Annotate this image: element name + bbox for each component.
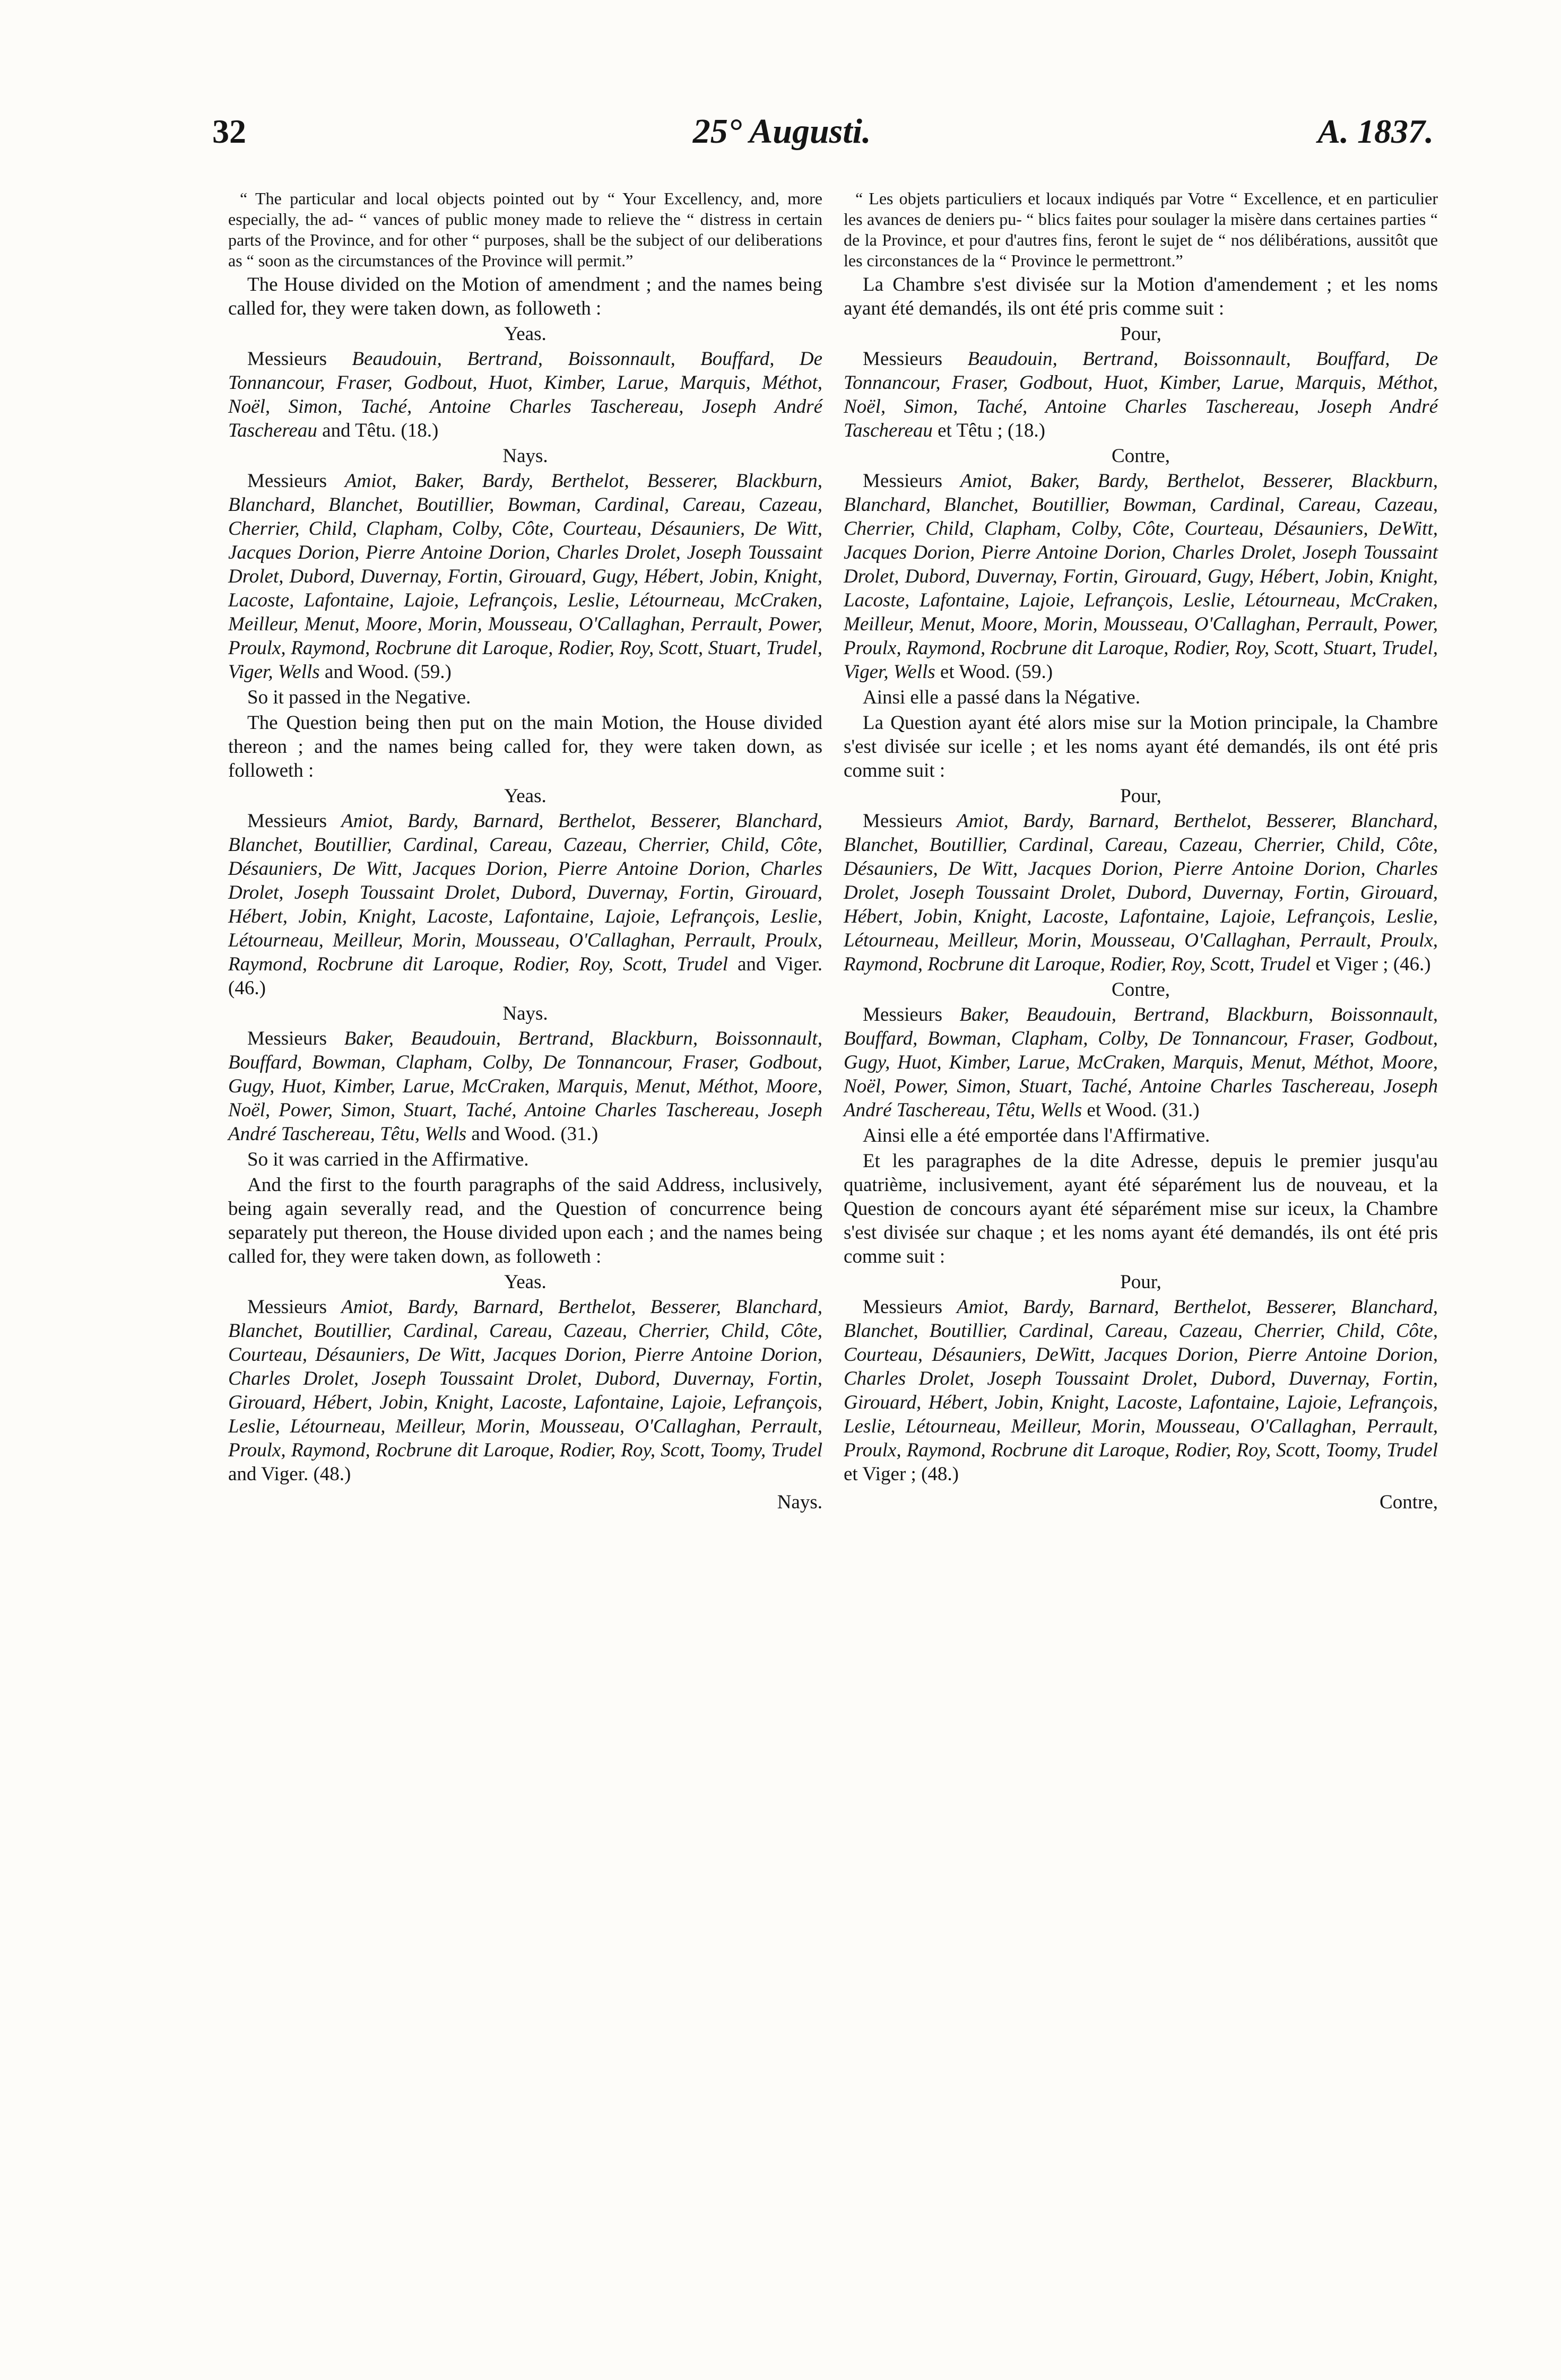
french-column bbox=[844, 188, 1438, 1514]
english-division3-intro: And the first to the fourth paragraphs of the said Address, inclusively, being again severally read, and the Question of concurrence being separately put thereon, the House divided upon each ; and the names being called for, they were taken down, as followeth : bbox=[228, 1174, 822, 1267]
french-division2-intro: La Question ayant été alors mise sur la Motion principale, la Chambre s'est divisée sur icelle ; et les noms ayant été demandés, ils ont été pris comme suit : bbox=[844, 712, 1438, 781]
english-result1: So it passed in the Negative. bbox=[247, 687, 471, 708]
french-nays2-heading: Contre, bbox=[1112, 979, 1170, 1001]
english-division1-intro: The House divided on the Motion of amendment ; and the names being called for, they were taken down, as followeth : bbox=[228, 274, 822, 319]
french-nays1-list: Messieurs Amiot, Baker, Bardy, Berthelot, Besserer, Blackburn, Blanchard, Blanchet, Boutillier, Bowman, Cardinal, Careau, Cazeau, Cherrier, Child, Clapham, Colby, Côte, Courteau, Désauniers, DeWitt, Jacques Dorion, Pierre Antoine Dorion, Charles Drolet, Joseph Toussaint Drolet, Dubord, Duvernay, Fortin, Girouard, Gugy, Hébert, Jobin, Knight, Lacoste, Lafontaine, Lajoie, Lefrançois, Leslie, Létourneau, McCraken, Meilleur, Menut, Moore, Morin, Mousseau, O'Callaghan, Perrault, Power, Proulx, Raymond, Rocbrune dit Laroque, Rodier, Roy, Scott, Stuart, Trudel, Viger, Wells et Wood. (59.) bbox=[844, 470, 1438, 683]
french-nays2-list: Messieurs Baker, Beaudouin, Bertrand, Blackburn, Boissonnault, Bouffard, Bowman, Clapham, Colby, De Tonnancour, Fraser, Godbout, Gugy, Huot, Kimber, Larue, McCraken, Marquis, Menut, Méthot, Moore, Noël, Power, Simon, Stuart, Taché, Antoine Charles Taschereau, Joseph André Taschereau, Têtu, Wells et Wood. (31.) bbox=[844, 1004, 1438, 1121]
french-division3-intro: Et les paragraphes de la dite Adresse, depuis le premier jusqu'au quatrième, inclusivement, ayant été séparément lus de nouveau, et la Question de concours ayant été séparément mise sur iceux, la Chambre s'est divisée sur chaque ; et les noms ayant été demandés, ils ont été pris comme suit : bbox=[844, 1150, 1438, 1267]
page-number: 32 bbox=[212, 112, 246, 150]
english-nays1-heading: Nays. bbox=[502, 445, 548, 467]
french-quote: “ Les objets particuliers et locaux indiqués par Votre “ Excellence, et en particulier les avances de deniers pu- “ blics faites pour soulager la misère dans certaines parties “ de la Province, et pour d'autres fins, feront le sujet de “ nos délibérations, aussitôt que les circonstances de la “ Province le permettront.” bbox=[844, 189, 1438, 270]
page-header bbox=[212, 111, 1434, 159]
french-yeas1-heading: Pour, bbox=[1120, 323, 1161, 345]
english-nays2-heading: Nays. bbox=[502, 1003, 548, 1024]
english-yeas2-list: Messieurs Amiot, Bardy, Barnard, Berthelot, Besserer, Blanchard, Blanchet, Boutillier, Cardinal, Careau, Cazeau, Cherrier, Child, Côte, Désauniers, De Witt, Jacques Dorion, Pierre Antoine Dorion, Charles Drolet, Joseph Toussaint Drolet, Dubord, Duvernay, Fortin, Girouard, Hébert, Jobin, Knight, Lacoste, Lafontaine, Lajoie, Lefrançois, Leslie, Létourneau, Meilleur, Morin, Mousseau, O'Callaghan, Perrault, Proulx, Raymond, Rocbrune dit Laroque, Rodier, Roy, Scott, Trudel and Viger. (46.) bbox=[228, 810, 823, 999]
english-nays3-heading: Nays. bbox=[777, 1491, 822, 1513]
english-yeas3-list: Messieurs Amiot, Bardy, Barnard, Berthelot, Besserer, Blanchard, Blanchet, Boutillier, Cardinal, Careau, Cazeau, Cherrier, Child, Côte, Courteau, Désauniers, De Witt, Jacques Dorion, Pierre Antoine Dorion, Charles Drolet, Joseph Toussaint Drolet, Dubord, Duvernay, Fortin, Girouard, Hébert, Jobin, Knight, Lacoste, Lafontaine, Lajoie, Lefrançois, Leslie, Létourneau, Meilleur, Morin, Mousseau, O'Callaghan, Perrault, Proulx, Raymond, Rocbrune dit Laroque, Rodier, Roy, Scott, Toomy, Trudel and Viger. (48.) bbox=[228, 1296, 823, 1485]
english-result2: So it was carried in the Affirmative. bbox=[247, 1149, 529, 1170]
french-yeas2-list: Messieurs Amiot, Bardy, Barnard, Berthelot, Besserer, Blanchard, Blanchet, Boutillier, Cardinal, Careau, Cazeau, Cherrier, Child, Côte, Désauniers, De Witt, Jacques Dorion, Pierre Antoine Dorion, Charles Drolet, Joseph Toussaint Drolet, Dubord, Duvernay, Fortin, Girouard, Hébert, Jobin, Knight, Lacoste, Lafontaine, Lajoie, Lefrançois, Leslie, Létourneau, Meilleur, Morin, Mousseau, O'Callaghan, Perrault, Proulx, Raymond, Rocbrune dit Laroque, Rodier, Roy, Scott, Trudel et Viger ; (46.) bbox=[844, 810, 1438, 975]
french-yeas1-list: Messieurs Beaudouin, Bertrand, Boissonnault, Bouffard, De Tonnancour, Fraser, Godbout, Huot, Kimber, Larue, Marquis, Méthot, Noël, Simon, Taché, Antoine Charles Taschereau, Joseph André Taschereau et Têtu ; (18.) bbox=[844, 348, 1438, 441]
page-year: A. 1837. bbox=[1317, 112, 1434, 150]
french-yeas2-heading: Pour, bbox=[1120, 785, 1161, 807]
english-quote: “ The particular and local objects pointed out by “ Your Excellency, and, more especially, the ad- “ vances of public money made to relieve the “ distress in certain parts of the Province, and for other “ purposes, shall be the subject of our deliberations as “ soon as the circumstances of the Province will permit.” bbox=[228, 189, 822, 270]
french-result1: Ainsi elle a passé dans la Négative. bbox=[863, 687, 1140, 708]
english-yeas1-heading: Yeas. bbox=[504, 323, 547, 345]
french-nays1-heading: Contre, bbox=[1112, 445, 1170, 467]
page-date: 25° Augusti. bbox=[692, 112, 871, 151]
english-yeas2-heading: Yeas. bbox=[504, 785, 547, 807]
french-result2: Ainsi elle a été emportée dans l'Affirmative. bbox=[863, 1125, 1210, 1146]
english-nays1-list: Messieurs Amiot, Baker, Bardy, Berthelot, Besserer, Blackburn, Blanchard, Blanchet, Boutillier, Bowman, Cardinal, Careau, Cazeau, Cherrier, Child, Clapham, Colby, Côte, Courteau, Désauniers, De Witt, Jacques Dorion, Pierre Antoine Dorion, Charles Drolet, Joseph Toussaint Drolet, Dubord, Duvernay, Fortin, Girouard, Gugy, Hébert, Jobin, Knight, Lacoste, Lafontaine, Lajoie, Lefrançois, Leslie, Létourneau, McCraken, Meilleur, Menut, Moore, Morin, Mousseau, O'Callaghan, Perrault, Power, Proulx, Raymond, Rocbrune dit Laroque, Rodier, Roy, Scott, Stuart, Trudel, Viger, Wells and Wood. (59.) bbox=[228, 470, 823, 683]
english-yeas1-list: Messieurs Beaudouin, Bertrand, Boissonnault, Bouffard, De Tonnancour, Fraser, Godbout, Huot, Kimber, Larue, Marquis, Méthot, Noël, Simon, Taché, Antoine Charles Taschereau, Joseph André Taschereau and Têtu. (18.) bbox=[228, 348, 822, 441]
french-division1-intro: La Chambre s'est divisée sur la Motion d'amendement ; et les noms ayant été demandés, ils ont été pris comme suit : bbox=[844, 274, 1438, 319]
french-yeas3-list: Messieurs Amiot, Bardy, Barnard, Berthelot, Besserer, Blanchard, Blanchet, Boutillier, Cardinal, Careau, Cazeau, Cherrier, Child, Côte, Courteau, Désauniers, DeWitt, Jacques Dorion, Pierre Antoine Dorion, Charles Drolet, Joseph Toussaint Drolet, Dubord, Duvernay, Fortin, Girouard, Hébert, Jobin, Knight, Lacoste, Lafontaine, Lajoie, Lefrançois, Leslie, Létourneau, Meilleur, Morin, Mousseau, O'Callaghan, Perrault, Proulx, Raymond, Rocbrune dit Laroque, Rodier, Roy, Scott, Toomy, Trudel et Viger ; (48.) bbox=[844, 1296, 1438, 1485]
english-nays2-list: Messieurs Baker, Beaudouin, Bertrand, Blackburn, Boissonnault, Bouffard, Bowman, Clapham, Colby, De Tonnancour, Fraser, Godbout, Gugy, Huot, Kimber, Larue, McCraken, Marquis, Menut, Méthot, Moore, Noël, Power, Simon, Stuart, Taché, Antoine Charles Taschereau, Joseph André Taschereau, Têtu, Wells and Wood. (31.) bbox=[228, 1028, 822, 1145]
french-nays3-heading: Contre, bbox=[1380, 1491, 1438, 1513]
english-yeas3-heading: Yeas. bbox=[504, 1271, 547, 1293]
english-column bbox=[228, 188, 822, 1514]
english-division2-intro: The Question being then put on the main Motion, the House divided thereon ; and the names being called for, they were taken down, as followeth : bbox=[228, 712, 822, 781]
french-yeas3-heading: Pour, bbox=[1120, 1271, 1161, 1293]
